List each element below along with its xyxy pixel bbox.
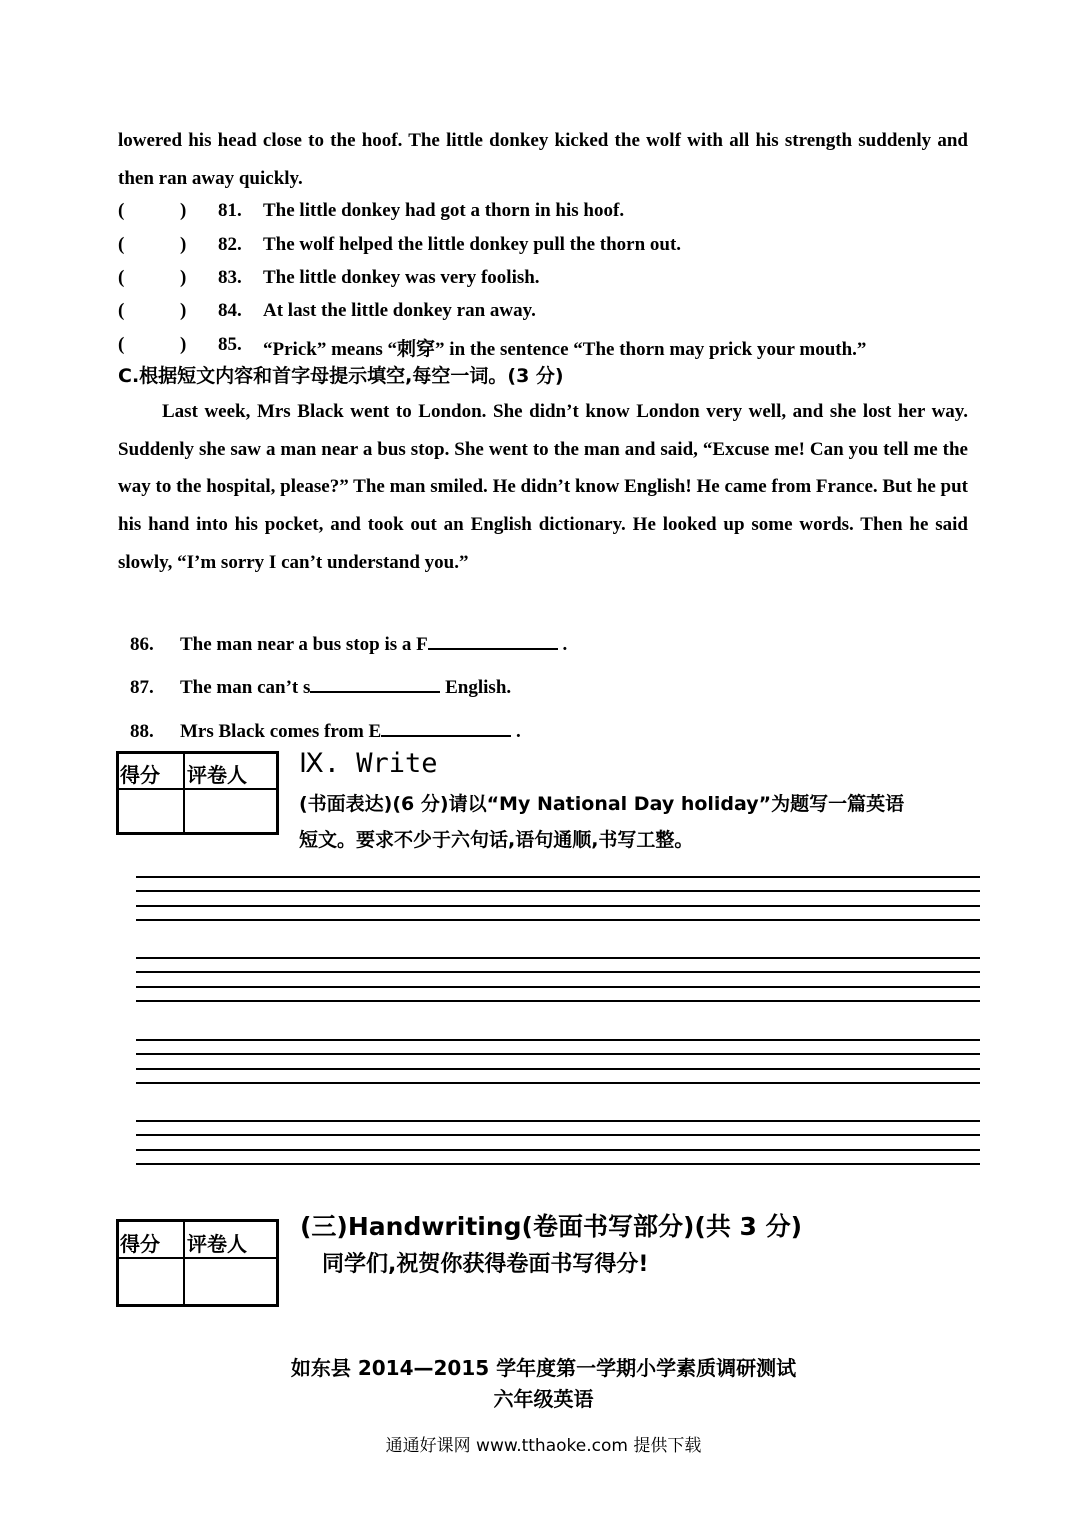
answer-paren-open: (	[118, 234, 125, 255]
question-number: 86.	[130, 634, 154, 655]
writing-line	[136, 905, 980, 907]
writing-line	[136, 1053, 980, 1055]
section-ix-instruction-cont: 短文。要求不少于六句话,语句通顺,书写工整。	[299, 829, 694, 851]
score-box-divider	[183, 754, 185, 832]
answer-blank[interactable]	[381, 717, 511, 737]
writing-line	[136, 957, 980, 959]
exam-title: 如东县 2014—2015 学年度第一学期小学素质调研测试	[290, 1356, 797, 1380]
handwriting-title: (三)Handwriting(卷面书写部分)(共 3 分)	[300, 1212, 803, 1241]
writing-line	[136, 919, 980, 921]
answer-paren-close: )	[180, 200, 187, 221]
answer-paren-close: )	[180, 234, 187, 255]
handwriting-subtitle: 同学们,祝贺你获得卷面书写得分!	[322, 1252, 649, 1277]
question-text: “Prick” means “刺穿” in the sentence “The thorn may prick your mouth.”	[263, 339, 867, 360]
answer-blank[interactable]	[310, 673, 440, 693]
passage-c: Last week, Mrs Black went to London. She didn’t know London very well, and she lost her way. Suddenly she saw a man near a bus stop. She went to the man and said, “Excuse me! Can you tell me the way to the hospital, please?” The man smiled. He didn’t know English! He came from France. But he put his hand into his pocket, and took out an English dictionary. He looked up some words. Then he said slowly, “I’m sorry I can’t understand you.”	[118, 401, 968, 573]
answer-paren-open: (	[118, 200, 125, 221]
score-label: 得分	[120, 763, 160, 787]
grader-label: 评卷人	[187, 1232, 247, 1256]
answer-paren-open: (	[118, 300, 125, 321]
question-number: 83.	[218, 267, 242, 288]
section-ix-instruction: (书面表达)(6 分)请以“My National Day holiday”为题写一篇英语	[299, 793, 905, 815]
fill-question-87	[130, 673, 511, 699]
question-text: The man near a bus stop is a F	[180, 634, 428, 655]
question-number: 88.	[130, 721, 154, 742]
score-box-divider	[119, 788, 276, 790]
answer-paren-close: )	[180, 334, 187, 355]
download-source: 通通好课网 www.tthaoke.com 提供下载	[385, 1436, 702, 1456]
question-text: The little donkey had got a thorn in his hoof.	[263, 200, 625, 221]
writing-line	[136, 1068, 980, 1070]
question-number: 84.	[218, 300, 242, 321]
score-box-divider	[183, 1222, 185, 1304]
section-ix-title: Ⅸ. Write	[299, 748, 438, 779]
answer-paren-open: (	[118, 334, 125, 355]
writing-line	[136, 986, 980, 988]
score-box-divider	[119, 1257, 276, 1259]
grade-subject: 六年级英语	[493, 1387, 594, 1411]
fill-question-88	[130, 717, 521, 743]
writing-line	[136, 1120, 980, 1122]
writing-line	[136, 1163, 980, 1165]
question-number: 81.	[218, 200, 242, 221]
score-box-writing	[116, 751, 279, 835]
answer-paren-close: )	[180, 267, 187, 288]
writing-line	[136, 971, 980, 973]
writing-line	[136, 890, 980, 892]
question-number: 82.	[218, 234, 242, 255]
question-text: The man can’t s	[180, 677, 311, 698]
writing-line	[136, 1000, 980, 1002]
writing-line	[136, 876, 980, 878]
passage-b-ending: lowered his head close to the hoof. The little donkey kicked the wolf with all his strength suddenly and then ran away quickly.	[118, 130, 968, 189]
question-text: Mrs Black comes from E	[180, 721, 382, 742]
answer-blank[interactable]	[428, 630, 558, 650]
answer-paren-close: )	[180, 300, 187, 321]
question-text-end: English.	[440, 677, 512, 698]
score-box-handwriting	[116, 1219, 279, 1307]
question-text: The wolf helped the little donkey pull the thorn out.	[263, 234, 682, 255]
grader-label: 评卷人	[187, 763, 247, 787]
writing-line	[136, 1134, 980, 1136]
writing-line	[136, 1149, 980, 1151]
question-number: 87.	[130, 677, 154, 698]
section-c-title: C.根据短文内容和首字母提示填空,每空一词。(3 分)	[118, 365, 564, 387]
writing-line	[136, 1039, 980, 1041]
question-text: At last the little donkey ran away.	[263, 300, 536, 321]
score-label: 得分	[120, 1232, 160, 1256]
writing-line	[136, 1082, 980, 1084]
question-number: 85.	[218, 334, 242, 355]
question-text-end: .	[557, 634, 568, 655]
question-text-end: .	[511, 721, 521, 742]
answer-paren-open: (	[118, 267, 125, 288]
fill-question-86	[130, 630, 567, 656]
question-text: The little donkey was very foolish.	[263, 267, 540, 288]
